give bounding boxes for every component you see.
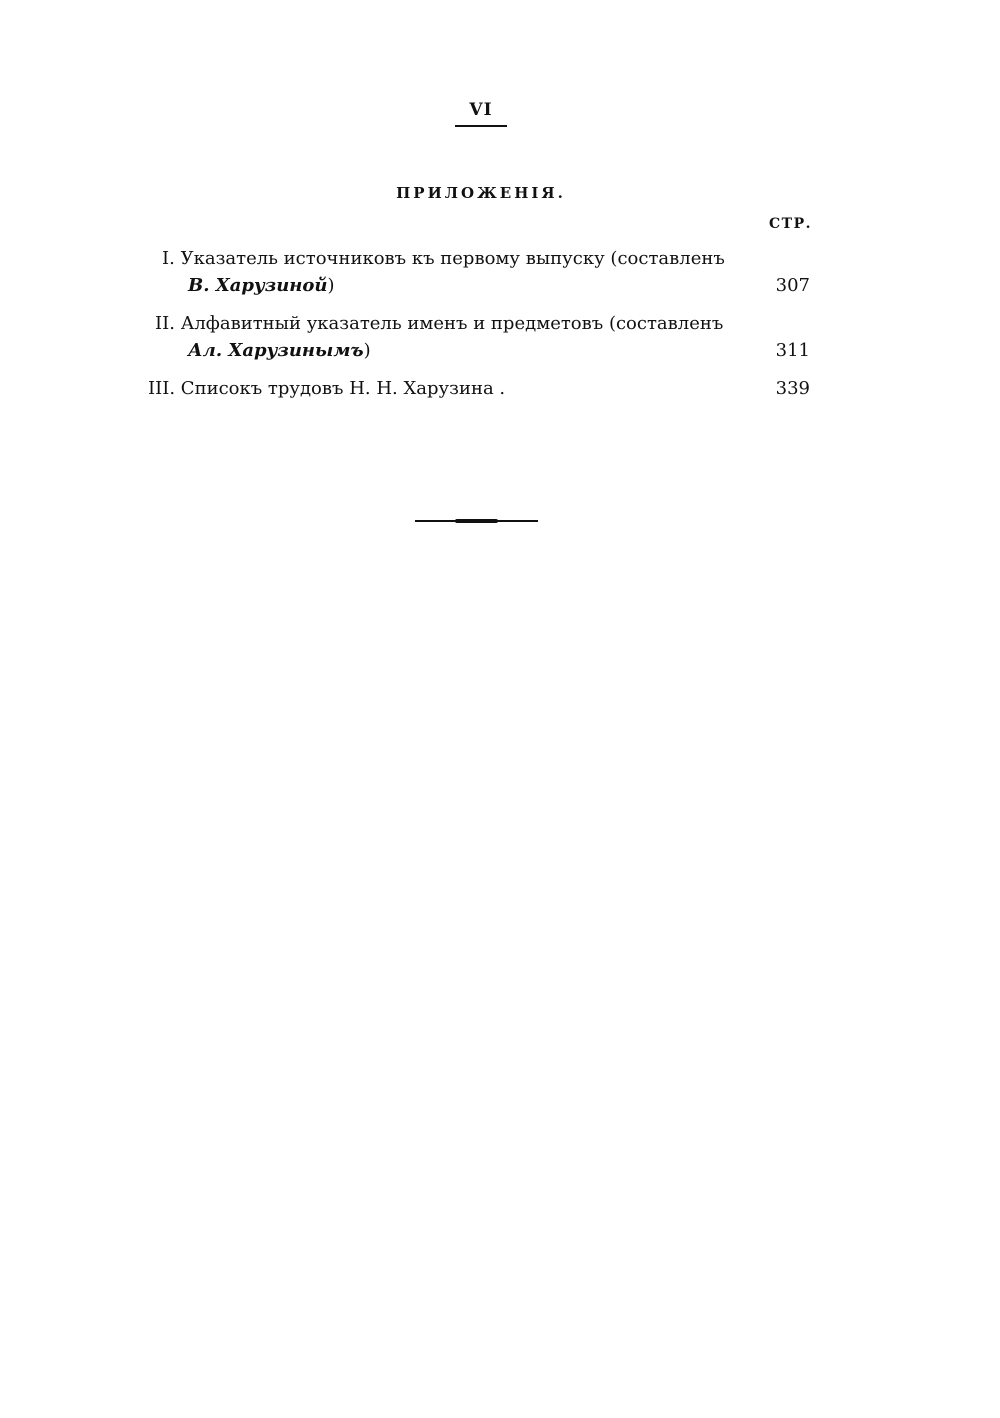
toc-entry-1-page: 307 bbox=[775, 275, 810, 296]
toc-entry-3-text: Списокъ трудовъ Н. Н. Харузина . bbox=[180, 378, 506, 399]
toc-entry-3-numeral: III. bbox=[148, 378, 176, 399]
toc-entry-1-author: В. Харузиной bbox=[188, 275, 328, 296]
toc-entry-2-tail: ) bbox=[363, 340, 371, 361]
toc-entry-3-line-1 bbox=[148, 378, 505, 400]
toc-entry-2-text: Алфавитный указатель именъ и предметовъ (составленъ bbox=[180, 313, 724, 334]
toc-entry-2-author: Ал. Харузинымъ bbox=[188, 340, 364, 361]
toc-entry-1-text: Указатель источниковъ къ первому выпуску (составленъ bbox=[180, 248, 725, 269]
toc-entry-1-numeral: I. bbox=[162, 248, 175, 269]
toc-entry-3-page: 339 bbox=[775, 378, 810, 399]
toc-entry-1-tail: ) bbox=[327, 275, 335, 296]
toc-entry-1-line-2 bbox=[188, 275, 335, 297]
toc-entry-1-line-1 bbox=[162, 248, 725, 270]
toc-entry-2-numeral: II. bbox=[155, 313, 175, 334]
toc-entry-2-line-1 bbox=[155, 313, 723, 335]
toc-entry-2-line-2 bbox=[188, 340, 371, 362]
page-column-label: СТР. bbox=[769, 216, 812, 232]
section-title: ПРИЛОЖЕНІЯ. bbox=[396, 184, 566, 202]
end-rule-center bbox=[455, 519, 498, 523]
page-number-rule bbox=[455, 125, 507, 127]
page-number: VI bbox=[469, 100, 493, 120]
toc-entry-2-page: 311 bbox=[775, 340, 810, 361]
